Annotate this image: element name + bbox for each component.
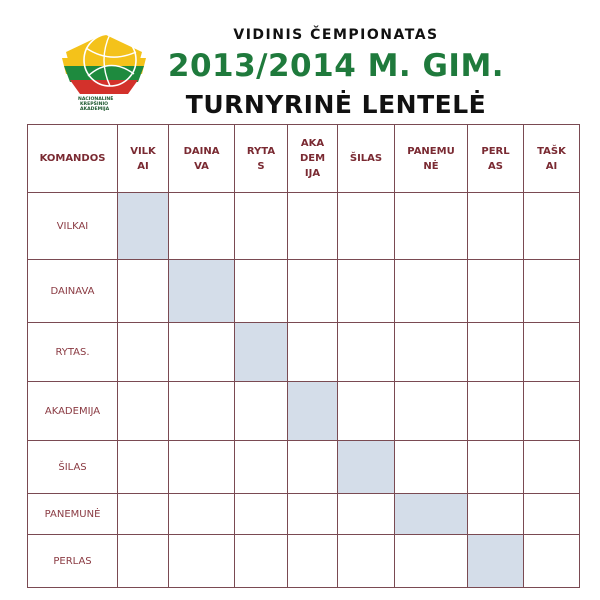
result-cell [118, 494, 169, 535]
column-header-teams: KOMANDOS [28, 125, 118, 193]
result-cell [395, 441, 468, 494]
row-label: PANEMUNĖ [28, 494, 118, 535]
result-cell [118, 382, 169, 441]
points-cell [524, 382, 580, 441]
result-cell [288, 441, 338, 494]
row-label: PERLAS [28, 535, 118, 588]
result-cell [235, 260, 288, 323]
row-label: ŠILAS [28, 441, 118, 494]
result-cell [235, 494, 288, 535]
result-cell [338, 535, 395, 588]
diagonal-cell [338, 441, 395, 494]
points-cell [524, 441, 580, 494]
result-cell [118, 323, 169, 382]
diagonal-cell [235, 323, 288, 382]
result-cell [288, 193, 338, 260]
result-cell [338, 323, 395, 382]
result-cell [235, 382, 288, 441]
result-cell [118, 441, 169, 494]
points-cell [524, 494, 580, 535]
result-cell [468, 193, 524, 260]
result-cell [395, 382, 468, 441]
result-cell [395, 260, 468, 323]
result-cell [235, 193, 288, 260]
row-label: VILKAI [28, 193, 118, 260]
table-row [28, 260, 580, 323]
table-row [28, 323, 580, 382]
column-header-akademija: AKA DEM IJA [288, 125, 338, 193]
column-header-vilkai: VILK AI [118, 125, 169, 193]
points-cell [524, 260, 580, 323]
header-row [28, 125, 580, 193]
result-cell [288, 323, 338, 382]
result-cell [338, 494, 395, 535]
logo-text-2: KREPŠINIO [80, 102, 109, 107]
diagonal-cell [468, 535, 524, 588]
table-row [28, 535, 580, 588]
result-cell [288, 535, 338, 588]
column-header-rytas: RYTA S [235, 125, 288, 193]
logo-text-3: AKADEMIJA [80, 107, 110, 112]
result-cell [468, 382, 524, 441]
result-cell [288, 494, 338, 535]
result-cell [169, 441, 235, 494]
result-cell [169, 382, 235, 441]
diagonal-cell [395, 494, 468, 535]
points-cell [524, 193, 580, 260]
table-row [28, 494, 580, 535]
table-row [28, 382, 580, 441]
result-cell [169, 193, 235, 260]
result-cell [395, 535, 468, 588]
standings-title: TURNYRINĖ LENTELĖ [185, 90, 487, 119]
column-header-silas: ŠILAS [338, 125, 395, 193]
diagonal-cell [118, 193, 169, 260]
season-title: 2013/2014 M. GIM. [167, 48, 505, 84]
result-cell [468, 441, 524, 494]
table-row [28, 193, 580, 260]
result-cell [169, 535, 235, 588]
result-cell [118, 260, 169, 323]
result-cell [235, 535, 288, 588]
points-cell [524, 535, 580, 588]
result-cell [468, 494, 524, 535]
championship-label: VIDINIS ČEMPIONATAS [233, 27, 439, 43]
standings-table [27, 124, 580, 588]
result-cell [118, 535, 169, 588]
result-cell [395, 193, 468, 260]
result-cell [235, 441, 288, 494]
column-header-perlas: PERL AS [468, 125, 524, 193]
result-cell [338, 193, 395, 260]
result-cell [338, 382, 395, 441]
result-cell [169, 494, 235, 535]
result-cell [395, 323, 468, 382]
result-cell [338, 260, 395, 323]
diagonal-cell [169, 260, 235, 323]
column-header-panemune: PANEMU NĖ [395, 125, 468, 193]
points-cell [524, 323, 580, 382]
row-label: DAINAVA [28, 260, 118, 323]
column-header-points: TAŠK AI [524, 125, 580, 193]
column-header-dainava: DAINA VA [169, 125, 235, 193]
result-cell [468, 260, 524, 323]
row-label: RYTAS. [28, 323, 118, 382]
diagonal-cell [288, 382, 338, 441]
result-cell [468, 323, 524, 382]
logo-text-1: NACIONALINĖ [78, 97, 114, 102]
result-cell [169, 323, 235, 382]
table-row [28, 441, 580, 494]
result-cell [288, 260, 338, 323]
row-label: AKADEMIJA [28, 382, 118, 441]
